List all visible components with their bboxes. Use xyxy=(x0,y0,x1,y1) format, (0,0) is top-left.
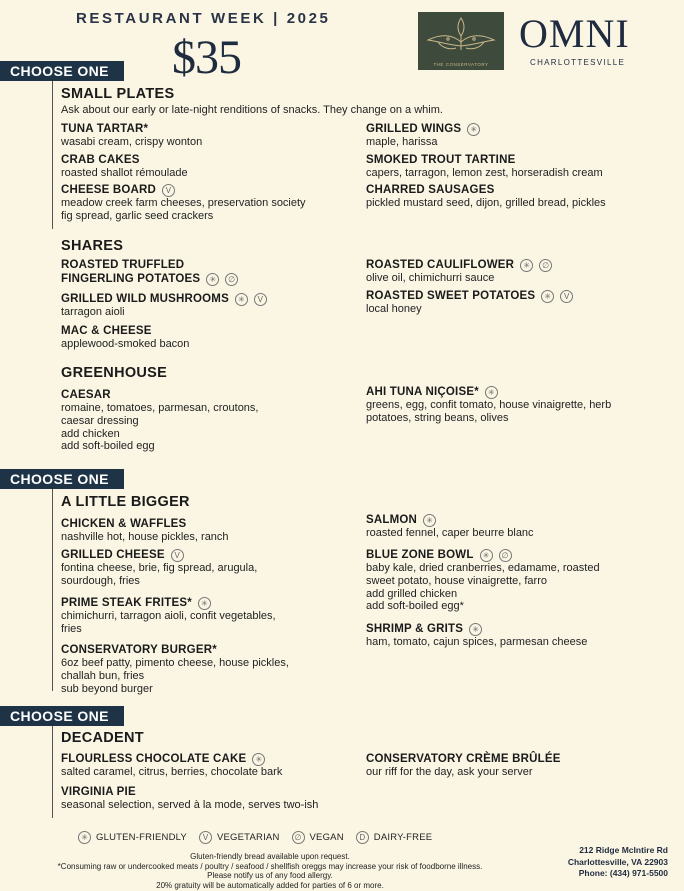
menu-item xyxy=(61,324,189,351)
menu-item xyxy=(61,292,267,319)
item-name: VIRGINIA PIE xyxy=(61,786,136,798)
gluten-friendly-icon: ✳ xyxy=(206,273,219,286)
item-name: ROASTED TRUFFLED xyxy=(61,259,185,271)
item-name: CHARRED SAUSAGES xyxy=(366,184,495,196)
item-name: GRILLED WILD MUSHROOMS xyxy=(61,293,229,305)
legend-gluten-friendly: GLUTEN-FRIENDLY xyxy=(96,832,187,843)
item-desc: add soft-boiled egg xyxy=(61,440,155,453)
item-desc: sweet potato, house vinaigrette, farro xyxy=(366,574,547,587)
item-name: CHEESE BOARD xyxy=(61,184,157,196)
item-name: CONSERVATORY CRÈME BRÛLÉE xyxy=(366,753,561,765)
item-name: SHRIMP & GRITS xyxy=(366,623,464,635)
item-desc: add grilled chicken xyxy=(366,587,458,600)
item-desc: caesar dressing xyxy=(61,414,139,427)
menu-item xyxy=(61,258,238,286)
section-rule xyxy=(52,489,53,691)
small-plates-note: Ask about our early or late-night renditions of snacks. They change on a whim. xyxy=(61,104,443,116)
omni-brand: OMNI xyxy=(519,11,630,56)
item-name-row xyxy=(61,596,276,610)
menu-item xyxy=(366,513,534,540)
item-name-row xyxy=(366,385,611,399)
item-desc: 6oz beef patty, pimento cheese, house pickles, xyxy=(61,657,289,669)
item-desc: our riff for the day, ask your server xyxy=(366,766,533,778)
item-name: GRILLED WINGS xyxy=(366,123,462,135)
vegan-icon: ∅ xyxy=(539,259,552,272)
item-name: AHI TUNA NIÇOISE* xyxy=(366,386,479,398)
gluten-friendly-icon: ✳ xyxy=(423,514,436,527)
item-name: ROASTED SWEET POTATOES xyxy=(366,290,536,302)
logo-caption: THE CONSERVATORY xyxy=(433,62,489,67)
item-desc: olive oil, chimichurri sauce xyxy=(366,272,495,284)
vegetarian-icon: V xyxy=(254,293,267,306)
section-rule xyxy=(52,81,53,229)
item-desc: tarragon aioli xyxy=(61,306,125,318)
item-desc: ham, tomato, cajun spices, parmesan cheese xyxy=(366,636,588,648)
footnote: *Consuming raw or undercooked meats / poultry / seafood / shellfish oreggs may increase your risk of foodborne illness. xyxy=(57,861,483,871)
item-desc: challah bun, fries xyxy=(61,669,145,682)
item-name-row xyxy=(366,258,552,272)
item-desc: fries xyxy=(61,622,82,635)
footnotes xyxy=(0,852,540,890)
menu-item xyxy=(61,153,188,180)
item-name-row xyxy=(366,513,534,527)
item-desc: pickled mustard seed, dijon, grilled bread, pickles xyxy=(366,197,606,209)
menu-item xyxy=(61,785,318,812)
footnote: Gluten-friendly bread available upon request. xyxy=(190,852,350,861)
item-name: ROASTED CAULIFLOWER xyxy=(366,259,515,271)
birds-emblem-icon xyxy=(418,12,504,62)
item-desc: potatoes, string beans, olives xyxy=(366,411,509,424)
conservatory-logo xyxy=(418,12,504,70)
section-title-small-plates: SMALL PLATES xyxy=(61,86,175,102)
item-desc: applewood-smoked bacon xyxy=(61,338,190,350)
section-title-decadent: DECADENT xyxy=(61,730,144,746)
gluten-friendly-icon: ✳ xyxy=(235,293,248,306)
dairy-free-icon: D xyxy=(356,831,369,844)
gluten-friendly-icon: ✳ xyxy=(520,259,533,272)
item-name: FLOURLESS CHOCOLATE CAKE xyxy=(61,753,247,765)
menu-item xyxy=(366,258,552,285)
item-name: CONSERVATORY BURGER* xyxy=(61,644,217,656)
menu-item xyxy=(366,548,600,613)
item-desc: maple, harissa xyxy=(366,136,438,148)
address-street: 212 Ridge McIntire Rd xyxy=(579,845,668,855)
menu-item xyxy=(366,385,611,425)
item-name: SALMON xyxy=(366,514,418,526)
item-desc: meadow creek farm cheeses, preservation society xyxy=(61,197,306,209)
gluten-friendly-icon: ✳ xyxy=(541,290,554,303)
menu-item xyxy=(366,122,480,149)
choose-one-banner: CHOOSE ONE xyxy=(0,469,124,489)
menu-title: RESTAURANT WEEK | 2025 xyxy=(76,10,331,27)
item-desc: capers, tarragon, lemon zest, horseradish cream xyxy=(366,167,603,179)
item-name-row xyxy=(61,272,238,286)
item-name: BLUE ZONE BOWL xyxy=(366,549,474,561)
footnote: 20% gratuity will be automatically added for parties of 6 or more. xyxy=(156,880,384,890)
item-name-row xyxy=(61,292,267,306)
item-name: CRAB CAKES xyxy=(61,154,140,166)
vegan-icon: ∅ xyxy=(499,549,512,562)
item-name: SMOKED TROUT TARTINE xyxy=(366,154,516,166)
item-desc: seasonal selection, served à la mode, serves two-ish xyxy=(61,799,319,811)
item-name-row xyxy=(366,122,480,136)
item-desc: chimichurri, tarragon aioli, confit vegetables, xyxy=(61,610,276,622)
item-desc: local honey xyxy=(366,303,422,315)
vegetarian-icon: V xyxy=(162,184,175,197)
menu-item xyxy=(366,183,606,210)
item-name-row xyxy=(61,548,257,562)
item-desc: nashville hot, house pickles, ranch xyxy=(61,531,229,543)
item-desc: roasted shallot rémoulade xyxy=(61,167,188,179)
menu-item xyxy=(61,183,306,223)
gluten-friendly-icon: ✳ xyxy=(469,623,482,636)
item-desc: sourdough, fries xyxy=(61,574,140,587)
vegan-icon: ∅ xyxy=(225,273,238,286)
item-desc: fontina cheese, brie, fig spread, arugula, xyxy=(61,562,258,574)
menu-item xyxy=(61,388,258,453)
menu-item xyxy=(366,752,561,779)
menu-item xyxy=(61,548,257,588)
item-desc: salted caramel, citrus, berries, chocolate bark xyxy=(61,766,283,778)
gluten-friendly-icon: ✳ xyxy=(485,386,498,399)
address-block xyxy=(540,845,668,880)
item-name: CAESAR xyxy=(61,389,111,401)
footnote: Please notify us of any food allergy. xyxy=(207,871,333,880)
section-title-greenhouse: GREENHOUSE xyxy=(61,365,168,381)
vegetarian-icon: V xyxy=(199,831,212,844)
menu-item xyxy=(61,122,202,149)
item-name-row xyxy=(366,622,587,636)
item-desc: greens, egg, confit tomato, house vinaigrette, herb xyxy=(366,399,612,411)
legend-dairy-free: DAIRY-FREE xyxy=(373,832,433,843)
choose-one-banner: CHOOSE ONE xyxy=(0,61,124,81)
vegetarian-icon: V xyxy=(560,290,573,303)
legend-vegan: VEGAN xyxy=(309,832,344,843)
menu-price: $35 xyxy=(172,31,241,84)
item-name: CHICKEN & WAFFLES xyxy=(61,518,187,530)
item-name-row xyxy=(61,183,306,197)
item-name: TUNA TARTAR* xyxy=(61,123,149,135)
item-name: FINGERLING POTATOES xyxy=(61,273,201,285)
menu-item xyxy=(61,752,282,779)
item-name: PRIME STEAK FRITES* xyxy=(61,597,192,609)
gluten-friendly-icon: ✳ xyxy=(198,597,211,610)
item-desc: add chicken xyxy=(61,427,120,440)
item-name: GRILLED CHEESE xyxy=(61,549,165,561)
vegan-icon: ∅ xyxy=(292,831,305,844)
gluten-friendly-icon: ✳ xyxy=(252,753,265,766)
dietary-legend xyxy=(78,831,444,844)
choose-one-banner: CHOOSE ONE xyxy=(0,706,124,726)
item-name-row xyxy=(61,752,282,766)
menu-item xyxy=(61,643,289,695)
item-desc: fig spread, garlic seed crackers xyxy=(61,209,214,222)
vegetarian-icon: V xyxy=(171,549,184,562)
menu-item xyxy=(61,596,276,636)
menu-item xyxy=(366,622,587,649)
item-desc: add soft-boiled egg* xyxy=(366,600,464,613)
menu-item xyxy=(61,517,229,544)
address-city: Charlottesville, VA 22903 xyxy=(567,856,668,867)
menu-item xyxy=(366,153,603,180)
section-title-a-little-bigger: A LITTLE BIGGER xyxy=(61,494,190,510)
section-title-shares: SHARES xyxy=(61,238,124,254)
legend-vegetarian: VEGETARIAN xyxy=(216,832,280,843)
gluten-friendly-icon: ✳ xyxy=(467,123,480,136)
item-desc: baby kale, dried cranberries, edamame, roasted xyxy=(366,562,600,574)
item-desc: romaine, tomatoes, parmesan, croutons, xyxy=(61,402,259,414)
item-desc: wasabi cream, crispy wonton xyxy=(61,136,203,148)
brand-city: CHARLOTTESVILLE xyxy=(530,58,626,67)
gluten-friendly-icon: ✳ xyxy=(78,831,91,844)
item-name: MAC & CHEESE xyxy=(61,325,152,337)
item-desc: sub beyond burger xyxy=(61,682,153,695)
item-desc: roasted fennel, caper beurre blanc xyxy=(366,527,534,539)
menu-item xyxy=(366,289,573,316)
section-rule xyxy=(52,726,53,818)
item-name-row xyxy=(366,548,600,562)
address-phone: Phone: (434) 971-5500 xyxy=(578,868,668,878)
gluten-friendly-icon: ✳ xyxy=(480,549,493,562)
item-name-row xyxy=(366,289,573,303)
